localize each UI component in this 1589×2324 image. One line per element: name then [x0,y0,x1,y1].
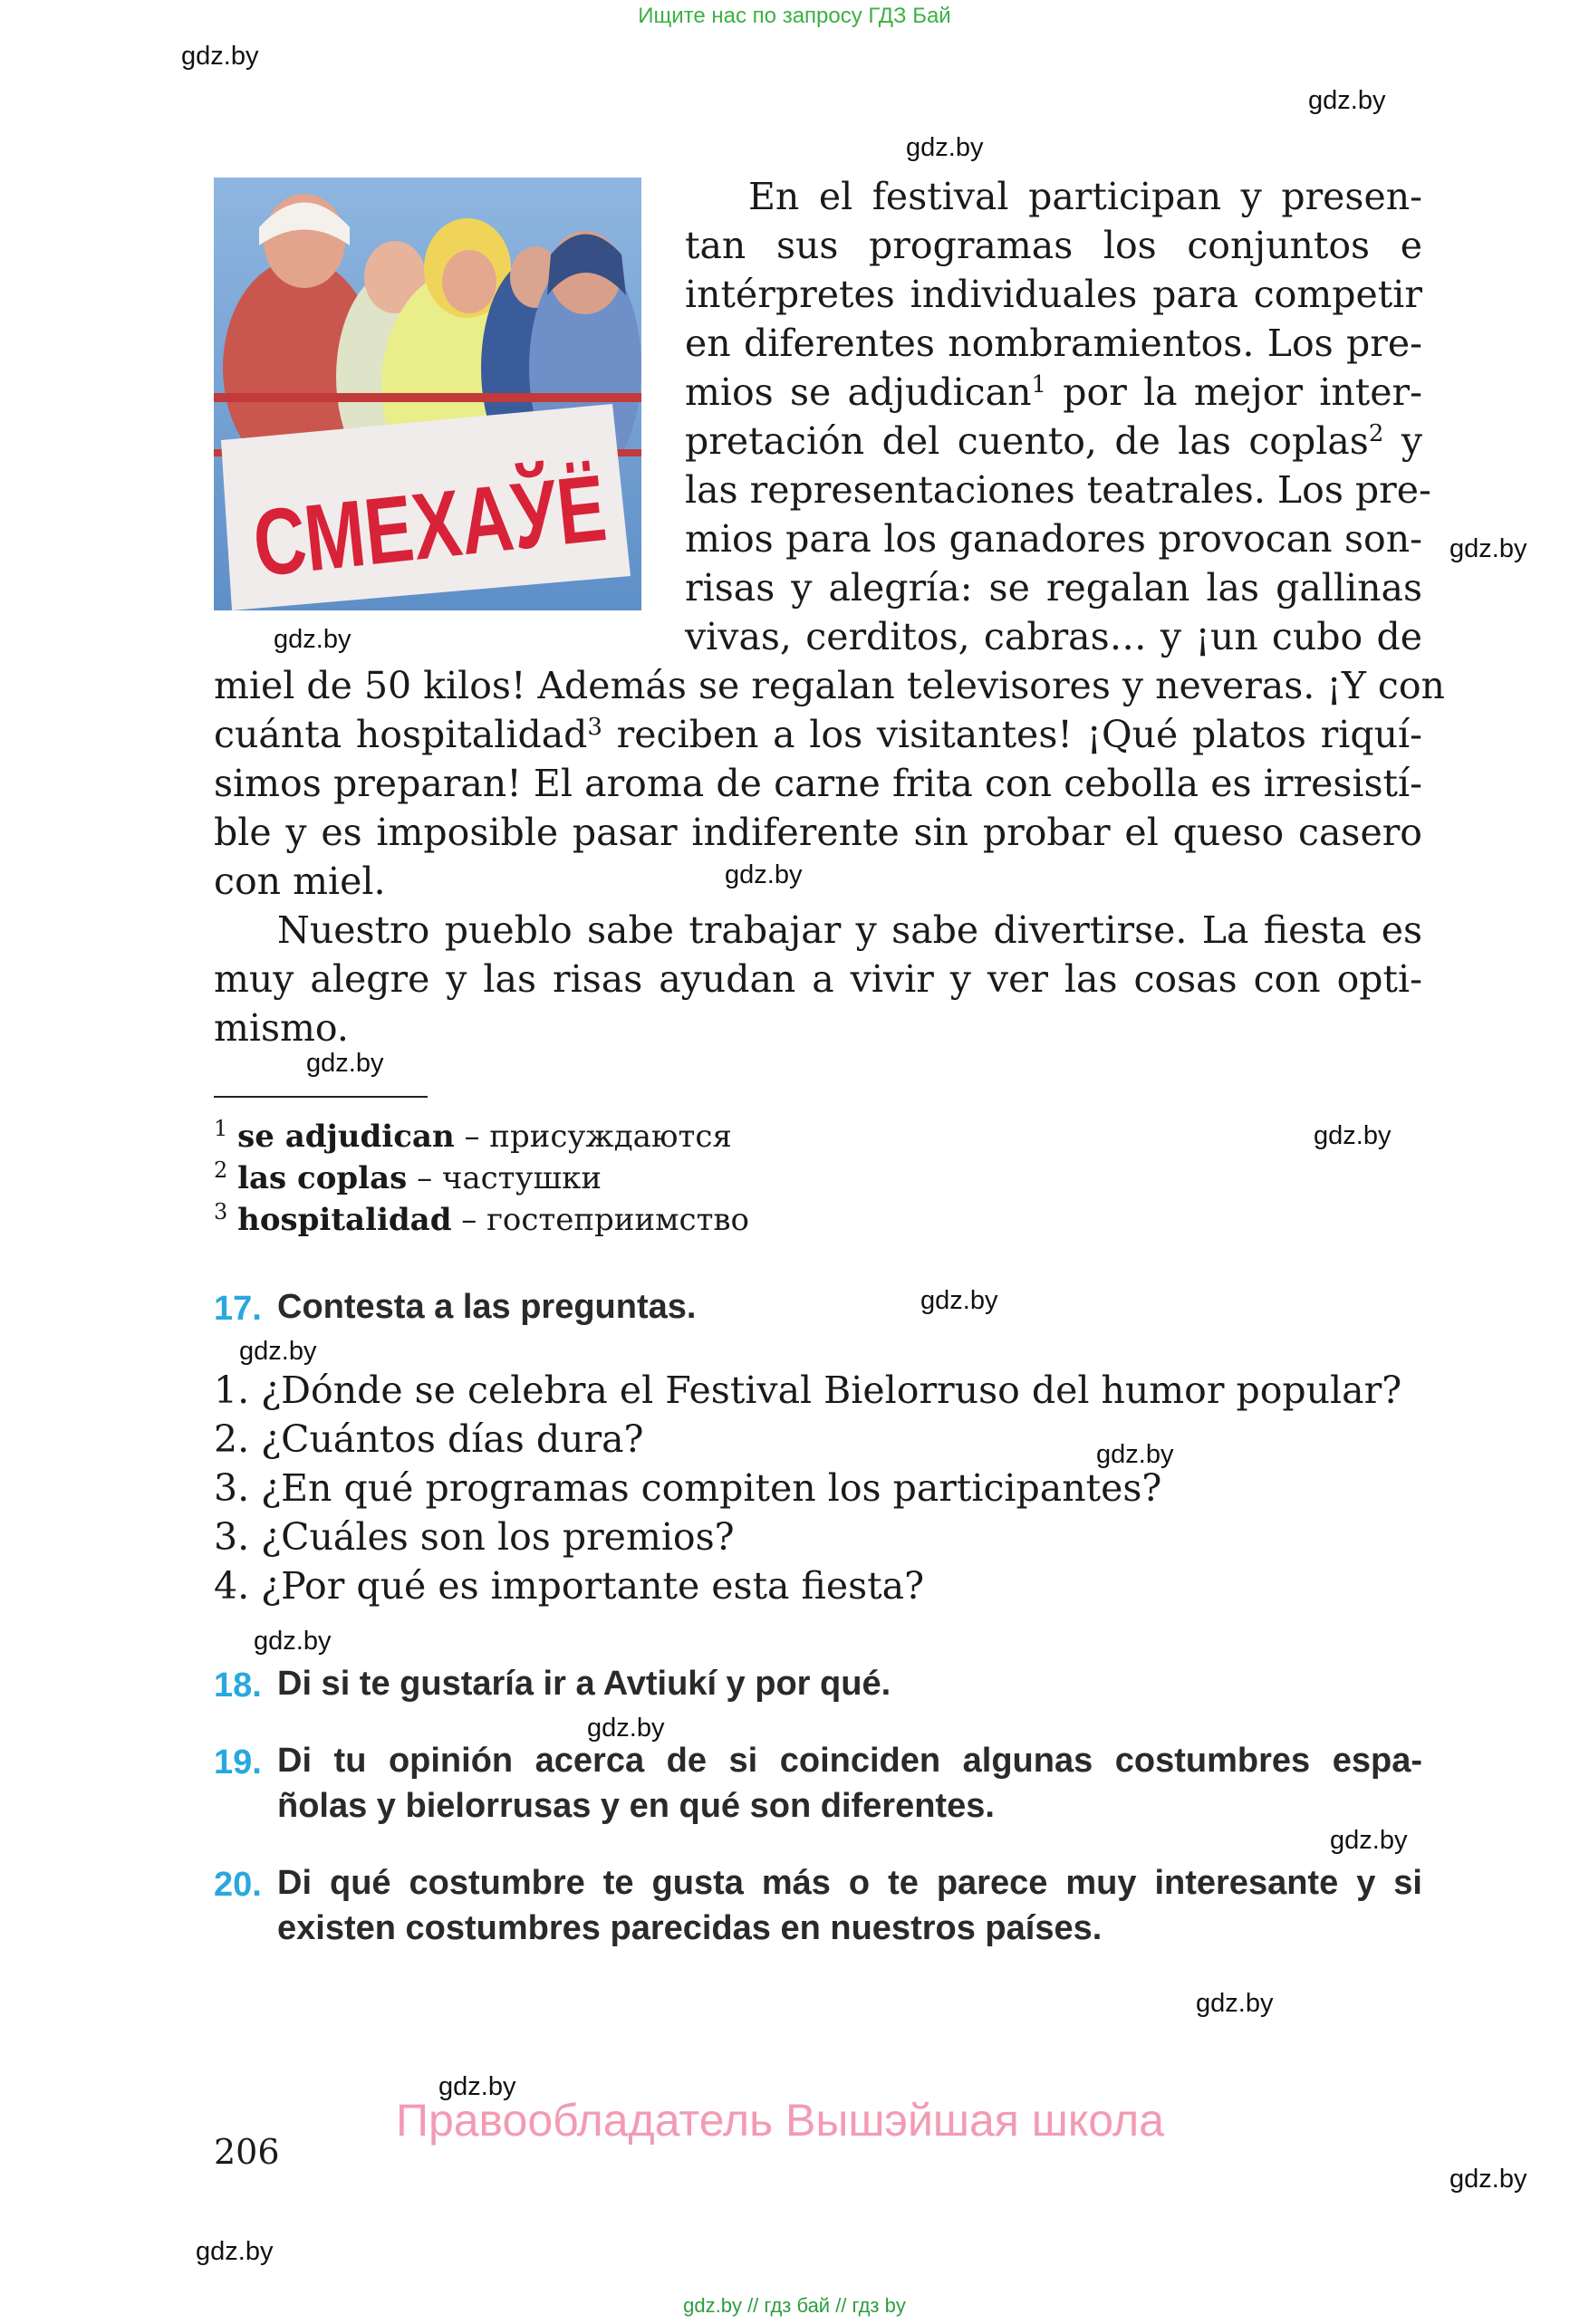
watermark: gdz.by [725,860,803,889]
question-item: 3. ¿En qué programas compiten los participantes? [214,1466,1162,1510]
paragraph-line: risas y alegría: se regalan las gallinas [685,566,1422,610]
paragraph-line: con miel. [214,859,386,903]
page-number: 206 [214,2132,280,2172]
photo-sign-text: СМЕХАЎЁ [248,444,718,598]
exercise-number: 17. [214,1290,262,1328]
footnote-translation: – присуждаются [454,1119,732,1155]
footnote [214,1157,602,1199]
watermark: gdz.by [1196,1989,1274,2018]
exercise-instruction: Di si te gustaría ir a Avtiukí y por qué. [277,1665,891,1703]
footnote-number: 2 [214,1157,228,1183]
footnote-ref: 3 [587,714,602,741]
line-part: pretación del cuento, de las coplas [685,419,1369,463]
footnote-term: se adjudican [237,1119,455,1155]
exercise-instruction: Di tu opinión acerca de si coinciden algunas costumbres espa- [277,1742,1422,1780]
line-part: por la mejor inter- [1063,370,1422,414]
paragraph-line: simos preparan! El aroma de carne frita con cebolla es irresistí- [214,762,1422,805]
paragraph-line [214,710,1422,759]
watermark: gdz.by [181,42,259,71]
watermark: gdz.by [1314,1121,1392,1150]
watermark: gdz.by [306,1049,384,1078]
exercise-number: 18. [214,1666,262,1705]
watermark: gdz.by [1449,2165,1527,2194]
paragraph-line: vivas, cerditos, cabras… y ¡un cubo de [685,615,1422,658]
exercise-instruction: Contesta a las preguntas. [277,1288,697,1326]
question-item: 2. ¿Cuántos días dura? [214,1417,644,1461]
paragraph-line: en diferentes nombramientos. Los pre- [685,322,1422,365]
festival-photo-illustration [214,178,718,610]
footnote-term: hospitalidad [237,1202,452,1238]
footnote [214,1199,749,1241]
watermark: gdz.by [906,133,984,162]
footnote-divider [214,1096,428,1098]
top-banner: Ищите нас по запросу ГДЗ Бай [638,4,951,28]
question-item: 1. ¿Dónde se celebra el Festival Bielorruso del humor popular? [214,1368,1402,1412]
exercise-instruction: Di qué costumbre te gusta más o te parece muy interesante y si [277,1864,1422,1902]
question-item: 3. ¿Cuáles son los premios? [214,1515,735,1559]
watermark: gdz.by [438,2072,516,2101]
line-part: mios se adjudican [685,370,1032,414]
footnote-ref: 1 [1031,371,1047,399]
watermark: gdz.by [254,1627,332,1656]
exercise-number: 20. [214,1866,262,1904]
footnote-ref: 2 [1368,420,1384,447]
exercise-number: 19. [214,1743,262,1781]
paragraph-line [685,368,1422,417]
watermark: gdz.by [920,1286,998,1315]
exercise-instruction: ñolas y bielorrusas y en qué son diferentes. [277,1787,995,1825]
footnote-number: 3 [214,1199,228,1224]
watermark: gdz.by [239,1337,317,1366]
paragraph-line: mios para los ganadores provocan son- [685,517,1422,561]
paragraph-line: ble y es imposible pasar indiferente sin probar el queso casero [214,811,1422,854]
paragraph-line: las representaciones teatrales. Los pre- [685,468,1431,512]
watermark: gdz.by [1096,1440,1174,1469]
paragraph-line: En el festival participan y presen- [748,175,1422,218]
paragraph-line: miel de 50 kilos! Además se regalan televisores y neveras. ¡Y con [214,664,1445,707]
copyright-notice: Правообладатель Вышэйшая школа [396,2095,1164,2146]
paragraph-line: mismo. [214,1006,349,1050]
footnote-number: 1 [214,1116,228,1141]
line-part: reciben a los visitantes! ¡Qué platos riquí- [616,713,1422,756]
question-item: 4. ¿Por qué es importante esta fiesta? [214,1564,925,1608]
paragraph-line: intérpretes individuales para competir [685,273,1422,316]
paragraph-line: tan sus programas los conjuntos e [685,224,1422,267]
line-part: y [1401,419,1422,463]
watermark: gdz.by [1449,534,1527,563]
watermark: gdz.by [274,625,352,654]
watermark: gdz.by [196,2237,274,2266]
paragraph-line: muy alegre y las risas ayudan a vivir y ver las cosas con opti- [214,957,1422,1001]
paragraph-line [685,417,1422,466]
bottom-banner: gdz.by // гдз бай // гдз by [683,2294,906,2317]
festival-photo [214,178,718,610]
watermark: gdz.by [587,1714,665,1743]
footnote [214,1116,732,1157]
footnote-translation: – частушки [407,1160,602,1196]
exercise-instruction: existen costumbres parecidas en nuestros países. [277,1909,1103,1947]
line-part: cuánta hospitalidad [214,713,588,756]
watermark: gdz.by [1308,86,1386,115]
footnote-term: las coplas [237,1160,408,1196]
watermark: gdz.by [1330,1826,1408,1855]
paragraph-line: Nuestro pueblo sabe trabajar y sabe divertirse. La fiesta es [277,908,1422,952]
footnote-translation: – гостеприимство [451,1202,749,1238]
